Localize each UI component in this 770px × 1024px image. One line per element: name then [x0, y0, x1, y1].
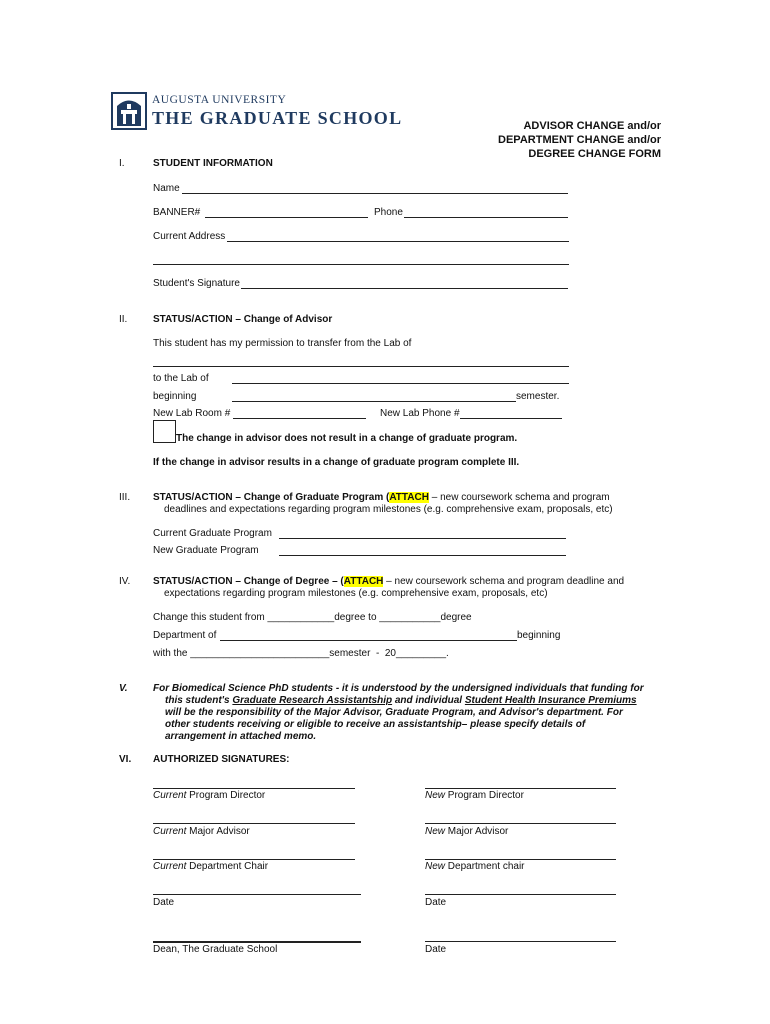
funding-statement: [153, 683, 644, 743]
program-change-note: If the change in advisor results in a change of graduate program complete III.: [153, 457, 520, 468]
to-lab-field[interactable]: [232, 383, 569, 384]
current-dept-chair-signature[interactable]: [153, 859, 355, 860]
university-logo: [111, 92, 147, 130]
section-6-title: AUTHORIZED SIGNATURES:: [153, 754, 290, 765]
current-major-advisor-signature[interactable]: [153, 823, 355, 824]
phone-field[interactable]: [404, 217, 568, 218]
department-label: Department of: [153, 630, 217, 641]
semester-label: semester.: [516, 391, 560, 402]
section-4-title: [153, 576, 624, 587]
degree-change-line: Change this student from ____________degree to ___________degree: [153, 612, 472, 623]
school-name: THE GRADUATE SCHOOL: [152, 108, 403, 128]
funding-line-4: other students receiving or eligible to receive an assistantship– please specify details of: [165, 719, 586, 730]
funding-line-1: For Biomedical Science PhD students - it is understood by the undersigned individuals that funding for: [153, 683, 644, 694]
role-text: Department Chair: [186, 861, 269, 872]
current-word: Current: [153, 790, 187, 801]
section-5-number: V.: [119, 683, 128, 694]
section-3-title: [153, 492, 610, 503]
permission-text: This student has my permission to transfer from the Lab of: [153, 338, 412, 349]
date-signature-left[interactable]: [153, 894, 361, 895]
insurance-underlined: Student Health Insurance Premiums: [464, 695, 637, 706]
current-major-advisor-label: [153, 826, 250, 837]
section-4-title-rest: – new coursework schema and program deadline and: [383, 576, 625, 587]
section-2-number: II.: [119, 314, 128, 325]
date-label-left: Date: [153, 897, 175, 908]
checkbox-label: The change in advisor does not result in a change of graduate program.: [176, 433, 518, 444]
dean-label: Dean, The Graduate School: [153, 944, 278, 955]
phone-label: Phone: [374, 207, 403, 218]
funding-text-a: this student's: [165, 695, 233, 706]
current-word: Current: [153, 861, 187, 872]
attach-highlight: ATTACH: [389, 492, 429, 503]
dean-date-label: Date: [425, 944, 447, 955]
new-program-director-signature[interactable]: [425, 788, 616, 789]
department-field[interactable]: [220, 640, 517, 641]
funding-line-2: [153, 695, 644, 707]
student-signature-field[interactable]: [241, 288, 568, 289]
address-label: Current Address: [153, 231, 226, 242]
section-3-number: III.: [119, 492, 131, 503]
date-signature-right[interactable]: [425, 894, 616, 895]
new-program-label: New Graduate Program: [153, 545, 259, 556]
university-name: AUGUSTA UNIVERSITY: [152, 94, 287, 106]
gra-underlined: Graduate Research Assistantship: [232, 695, 393, 706]
new-program-director-label: [425, 790, 524, 801]
form-title-line-2: DEPARTMENT CHANGE and/or: [498, 134, 661, 146]
funding-line-5: arrangement in attached memo.: [165, 731, 317, 742]
section-3-title-line-2: deadlines and expectations regarding program milestones (e.g. comprehensive exam, proposals, etc): [164, 504, 613, 515]
banner-field[interactable]: [205, 217, 368, 218]
new-major-advisor-signature[interactable]: [425, 823, 616, 824]
semester-line: with the _________________________semester - 20_________.: [153, 648, 449, 659]
dean-signature[interactable]: [153, 941, 361, 943]
attach-highlight-2: ATTACH: [343, 576, 384, 587]
form-title-line-1: ADVISOR CHANGE and/or: [523, 120, 661, 132]
section-6-number: VI.: [119, 754, 132, 765]
role-text: Program Director: [186, 790, 266, 801]
funding-text-c: and individual: [392, 695, 465, 706]
new-dept-chair-label: [425, 861, 525, 872]
role-text: Program Director: [445, 790, 524, 801]
name-field[interactable]: [182, 193, 568, 194]
name-label: Name: [153, 183, 180, 194]
section-3-title-rest: – new coursework schema and program: [428, 492, 610, 503]
current-program-label: Current Graduate Program: [153, 528, 272, 539]
beginning-label: beginning: [153, 391, 197, 402]
section-3-title-main: STATUS/ACTION – Change of Graduate Program (: [153, 492, 390, 503]
current-word: Current: [153, 826, 187, 837]
section-1-title: STUDENT INFORMATION: [153, 158, 273, 169]
dean-date-signature[interactable]: [425, 941, 616, 942]
form-title: [498, 119, 661, 161]
new-program-field[interactable]: [279, 555, 566, 556]
section-4-title-line-2: expectations regarding program milestones (e.g. comprehensive exam, proposals, etc): [164, 588, 548, 599]
beginning-field[interactable]: [232, 401, 516, 402]
new-word: New: [425, 861, 446, 872]
new-dept-chair-signature[interactable]: [425, 859, 616, 860]
address-field-1[interactable]: [227, 241, 569, 242]
role-text: Major Advisor: [445, 826, 509, 837]
banner-label: BANNER#: [153, 207, 201, 218]
section-2-title: STATUS/ACTION – Change of Advisor: [153, 314, 333, 325]
date-label-right: Date: [425, 897, 447, 908]
current-program-field[interactable]: [279, 538, 566, 539]
to-lab-label: to the Lab of: [153, 373, 209, 384]
role-text: Major Advisor: [186, 826, 250, 837]
student-signature-label: Student's Signature: [153, 278, 240, 289]
form-title-line-3: DEGREE CHANGE FORM: [528, 148, 661, 160]
no-program-change-checkbox[interactable]: [153, 420, 176, 443]
section-4-number: IV.: [119, 576, 131, 587]
address-field-2[interactable]: [153, 264, 569, 265]
lab-room-label: New Lab Room #: [153, 408, 231, 419]
current-program-director-signature[interactable]: [153, 788, 355, 789]
current-dept-chair-label: [153, 861, 268, 872]
section-4-title-main: STATUS/ACTION – Change of Degree – (: [153, 576, 344, 587]
funding-line-3: will be the responsibility of the Major Advisor, Graduate Program, and Advisor's department. For: [165, 707, 623, 718]
lab-room-field[interactable]: [233, 418, 366, 419]
new-major-advisor-label: [425, 826, 508, 837]
section-1-number: I.: [119, 158, 125, 169]
role-text: Department chair: [445, 861, 525, 872]
lab-phone-label: New Lab Phone #: [380, 408, 460, 419]
new-word: New: [425, 826, 446, 837]
department-beginning-label: beginning: [517, 630, 561, 641]
current-program-director-label: [153, 790, 265, 801]
new-word: New: [425, 790, 446, 801]
lab-phone-field[interactable]: [460, 418, 562, 419]
from-lab-field[interactable]: [153, 366, 569, 367]
